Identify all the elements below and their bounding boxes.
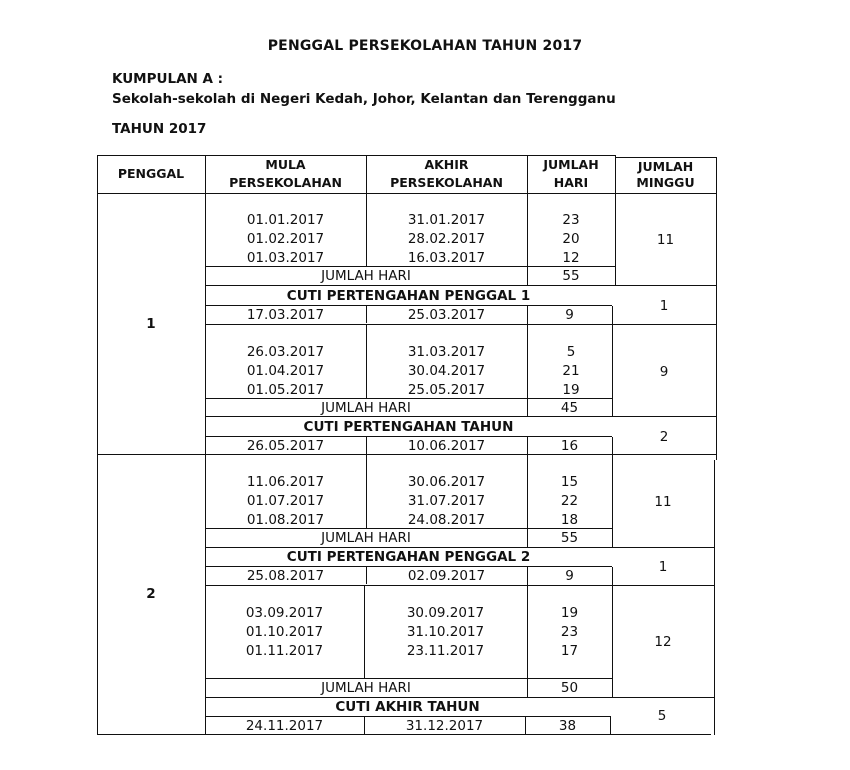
header-mula-sub: PERSEKOLAHAN — [229, 175, 342, 190]
column-divider — [615, 155, 616, 285]
day-count: 22 — [560, 493, 579, 509]
break-day-count: 9 — [565, 568, 574, 584]
term-end-date: 30.09.2017 — [406, 605, 485, 621]
header-jumlah-hari-sub: HARI — [553, 175, 589, 190]
header-akhir-sub: PERSEKOLAHAN — [390, 175, 503, 190]
total-days-label: JUMLAH HARI — [321, 530, 411, 546]
total-days-value: 45 — [560, 400, 579, 416]
break-start-date: 17.03.2017 — [246, 307, 325, 323]
header-mula: MULA — [265, 157, 306, 172]
term-end-date: 31.10.2017 — [406, 624, 485, 640]
term-end-date: 28.02.2017 — [407, 231, 486, 247]
break-week-count: 1 — [658, 559, 668, 575]
penggal-number: 1 — [146, 316, 156, 332]
header-akhir: AKHIR — [424, 157, 469, 172]
total-days-value: 55 — [560, 530, 579, 546]
total-days-label: JUMLAH HARI — [321, 400, 411, 416]
break-label: CUTI AKHIR TAHUN — [335, 699, 480, 715]
term-end-date: 16.03.2017 — [407, 250, 486, 266]
term-start-date: 03.09.2017 — [245, 605, 324, 621]
table-border-top — [97, 155, 615, 156]
total-days-label: JUMLAH HARI — [321, 680, 411, 696]
row-divider — [205, 285, 615, 286]
term-start-date: 01.01.2017 — [246, 212, 325, 228]
group-states: Sekolah-sekolah di Negeri Kedah, Johor, Kelantan dan Terengganu — [112, 91, 616, 107]
term-start-date: 01.08.2017 — [246, 512, 325, 528]
table-border-right — [714, 460, 715, 735]
row-divider — [205, 324, 716, 325]
day-count: 21 — [562, 363, 580, 379]
day-count: 19 — [560, 605, 579, 621]
table-border-bottom — [97, 734, 711, 735]
term-end-date: 25.05.2017 — [407, 382, 486, 398]
day-count: 18 — [560, 512, 579, 528]
day-count: 17 — [560, 643, 579, 659]
term-start-date: 01.07.2017 — [246, 493, 325, 509]
week-count: 9 — [659, 364, 669, 380]
header-penggal: PENGGAL — [117, 166, 185, 181]
term-end-date: 31.03.2017 — [407, 344, 486, 360]
day-count: 23 — [560, 624, 579, 640]
year-label: TAHUN 2017 — [112, 121, 207, 137]
day-count: 12 — [562, 250, 580, 266]
term-end-date: 30.06.2017 — [407, 474, 486, 490]
term-end-date: 31.07.2017 — [407, 493, 486, 509]
row-divider — [205, 585, 714, 586]
day-count: 20 — [562, 231, 580, 247]
term-start-date: 01.02.2017 — [246, 231, 325, 247]
break-start-date: 26.05.2017 — [246, 438, 325, 454]
term-divider — [97, 454, 716, 455]
break-end-date: 25.03.2017 — [407, 307, 486, 323]
week-count: 11 — [654, 494, 672, 510]
term-start-date: 01.04.2017 — [246, 363, 325, 379]
break-start-date: 24.11.2017 — [245, 718, 324, 734]
row-divider — [205, 416, 716, 417]
day-count: 19 — [562, 382, 580, 398]
term-end-date: 23.11.2017 — [406, 643, 485, 659]
break-day-count: 38 — [558, 718, 577, 734]
week-count: 11 — [656, 232, 675, 248]
term-start-date: 01.10.2017 — [245, 624, 324, 640]
break-week-count: 1 — [659, 298, 669, 314]
day-count: 23 — [562, 212, 580, 228]
break-week-count: 2 — [659, 429, 669, 445]
column-divider — [612, 567, 613, 697]
term-start-date: 26.03.2017 — [246, 344, 325, 360]
total-days-value: 50 — [560, 680, 579, 696]
group-label: KUMPULAN A : — [112, 71, 224, 87]
break-day-count: 9 — [565, 307, 574, 323]
break-label: CUTI PERTENGAHAN PENGGAL 1 — [286, 288, 531, 304]
day-count: 5 — [566, 344, 576, 360]
term-end-date: 30.04.2017 — [407, 363, 486, 379]
break-end-date: 02.09.2017 — [407, 568, 486, 584]
break-week-count: 5 — [657, 708, 667, 724]
header-divider — [97, 193, 717, 194]
penggal-number: 2 — [146, 586, 156, 602]
document-title: PENGGAL PERSEKOLAHAN TAHUN 2017 — [267, 38, 583, 54]
break-label: CUTI PERTENGAHAN TAHUN — [303, 419, 514, 435]
header-jumlah-hari: JUMLAH — [543, 157, 599, 172]
table-border-left — [97, 155, 98, 735]
term-end-date: 24.08.2017 — [407, 512, 486, 528]
row-divider — [612, 285, 716, 286]
total-days-value: 55 — [562, 268, 580, 284]
header-jumlah-minggu: JUMLAH — [637, 159, 694, 174]
total-days-label: JUMLAH HARI — [321, 268, 411, 284]
break-end-date: 31.12.2017 — [405, 718, 484, 734]
day-count: 15 — [560, 474, 579, 490]
term-start-date: 11.06.2017 — [246, 474, 325, 490]
term-start-date: 01.03.2017 — [246, 250, 325, 266]
term-end-date: 31.01.2017 — [407, 212, 486, 228]
break-day-count: 16 — [560, 438, 579, 454]
break-label: CUTI PERTENGAHAN PENGGAL 2 — [286, 549, 531, 565]
term-start-date: 01.05.2017 — [246, 382, 325, 398]
header-jumlah-minggu-sub: MINGGU — [636, 175, 695, 190]
table-border-right — [716, 157, 717, 460]
term-start-date: 01.11.2017 — [245, 643, 324, 659]
week-count: 12 — [654, 634, 672, 650]
break-end-date: 10.06.2017 — [407, 438, 486, 454]
break-start-date: 25.08.2017 — [246, 568, 325, 584]
